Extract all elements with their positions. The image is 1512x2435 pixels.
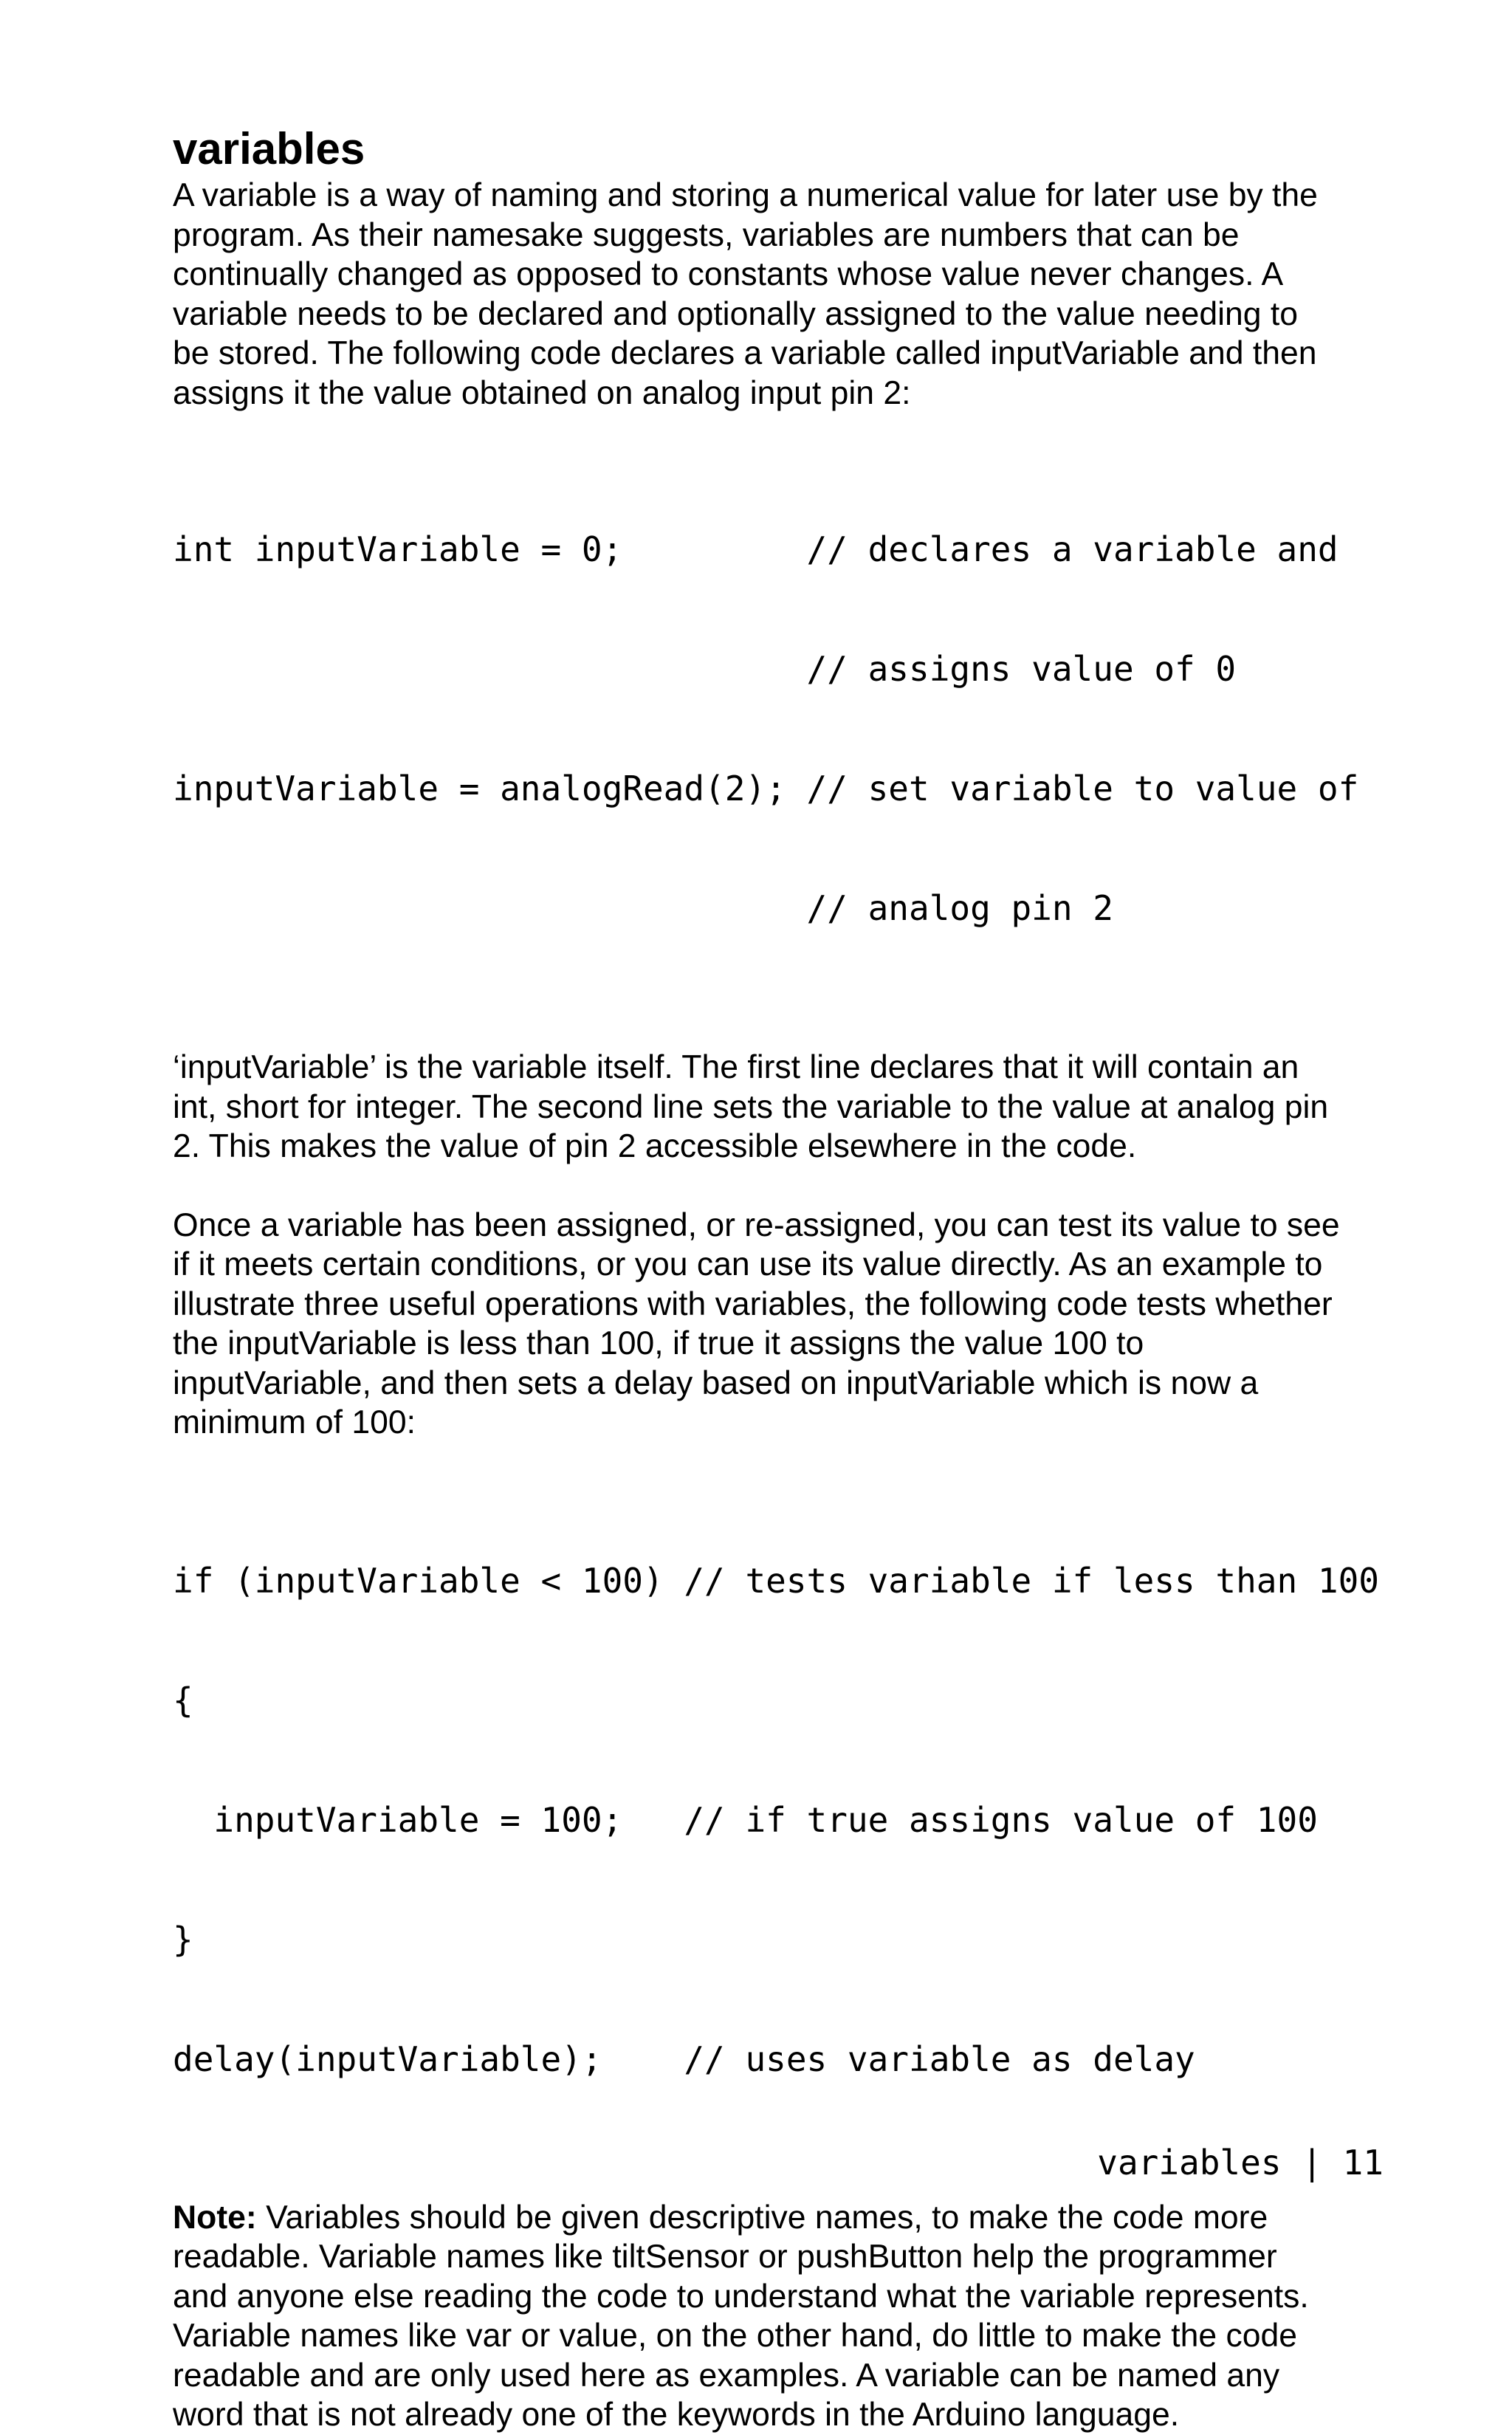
text-line: Once a variable has been assigned, or re-assigned, you can test its value to see xyxy=(173,1206,1340,1243)
document-page xyxy=(173,123,1384,2435)
text-line: word that is not already one of the keywords in the Arduino language. xyxy=(173,2397,1180,2433)
code-block-conditional xyxy=(173,1481,1384,2159)
text-line: the inputVariable is less than 100, if true it assigns the value 100 to xyxy=(173,1325,1144,1361)
text-line: variable needs to be declared and optionally assigned to the value needing to xyxy=(173,295,1298,332)
text-line: program. As their namesake suggests, variables are numbers that can be xyxy=(173,216,1240,253)
note-label: Note: xyxy=(173,2199,257,2236)
code-line: if (inputVariable < 100) // tests variable if less than 100 xyxy=(173,1560,1379,1601)
text-line: assigns it the value obtained on analog input pin 2: xyxy=(173,374,911,411)
note-first-line xyxy=(173,2198,1384,2238)
text-line: 2. This makes the value of pin 2 accessible elsewhere in the code. xyxy=(173,1128,1137,1164)
text-line: A variable is a way of naming and storing a numerical value for later use by the xyxy=(173,177,1318,213)
page-title: variables xyxy=(173,124,365,174)
code-block-declaration xyxy=(173,450,1384,1008)
text-line: readable. Variable names like tiltSensor or pushButton help the programmer xyxy=(173,2239,1277,2275)
code-line: inputVariable = 100; // if true assigns value of 100 xyxy=(173,1799,1318,1840)
code-line: // analog pin 2 xyxy=(173,888,1113,928)
text-line: illustrate three useful operations with variables, the following code tests whether xyxy=(173,1285,1333,1322)
code-line: // assigns value of 0 xyxy=(173,649,1237,689)
code-line: delay(inputVariable); // uses variable as delay xyxy=(173,2039,1195,2079)
text-line: ‘inputVariable’ is the variable itself. The first line declares that it will contain an xyxy=(173,1049,1299,1085)
code-line: inputVariable = analogRead(2); // set variable to value of xyxy=(173,769,1359,808)
text-line: readable and are only used here as examples. A variable can be named any xyxy=(173,2357,1280,2394)
code-line: } xyxy=(173,1919,193,1960)
code-line: { xyxy=(173,1680,193,1720)
intro-paragraph xyxy=(173,176,1384,413)
text-line: and anyone else reading the code to understand what the variable represents. xyxy=(173,2278,1309,2315)
text-line: be stored. The following code declares a variable called inputVariable and then xyxy=(173,335,1317,371)
text-line: int, short for integer. The second line sets the variable to the value at analog pin xyxy=(173,1088,1329,1125)
text-line: minimum of 100: xyxy=(173,1404,416,1440)
operations-paragraph xyxy=(173,1206,1384,1443)
text-line: continually changed as opposed to constants whose value never changes. A xyxy=(173,256,1284,292)
explanation-paragraph xyxy=(173,1048,1384,1167)
text-line: if it meets certain conditions, or you can use its value directly. As an example to xyxy=(173,1246,1323,1282)
note-paragraph xyxy=(173,2198,1384,2435)
text-line: Variable names like var or value, on the other hand, do little to make the code xyxy=(173,2318,1297,2354)
note-text: Variables should be given descriptive names, to make the code more xyxy=(256,2199,1268,2236)
code-line: int inputVariable = 0; // declares a variable and xyxy=(173,529,1339,569)
page-footer: variables | 11 xyxy=(1097,2143,1384,2182)
text-line: inputVariable, and then sets a delay based on inputVariable which is now a xyxy=(173,1364,1259,1401)
